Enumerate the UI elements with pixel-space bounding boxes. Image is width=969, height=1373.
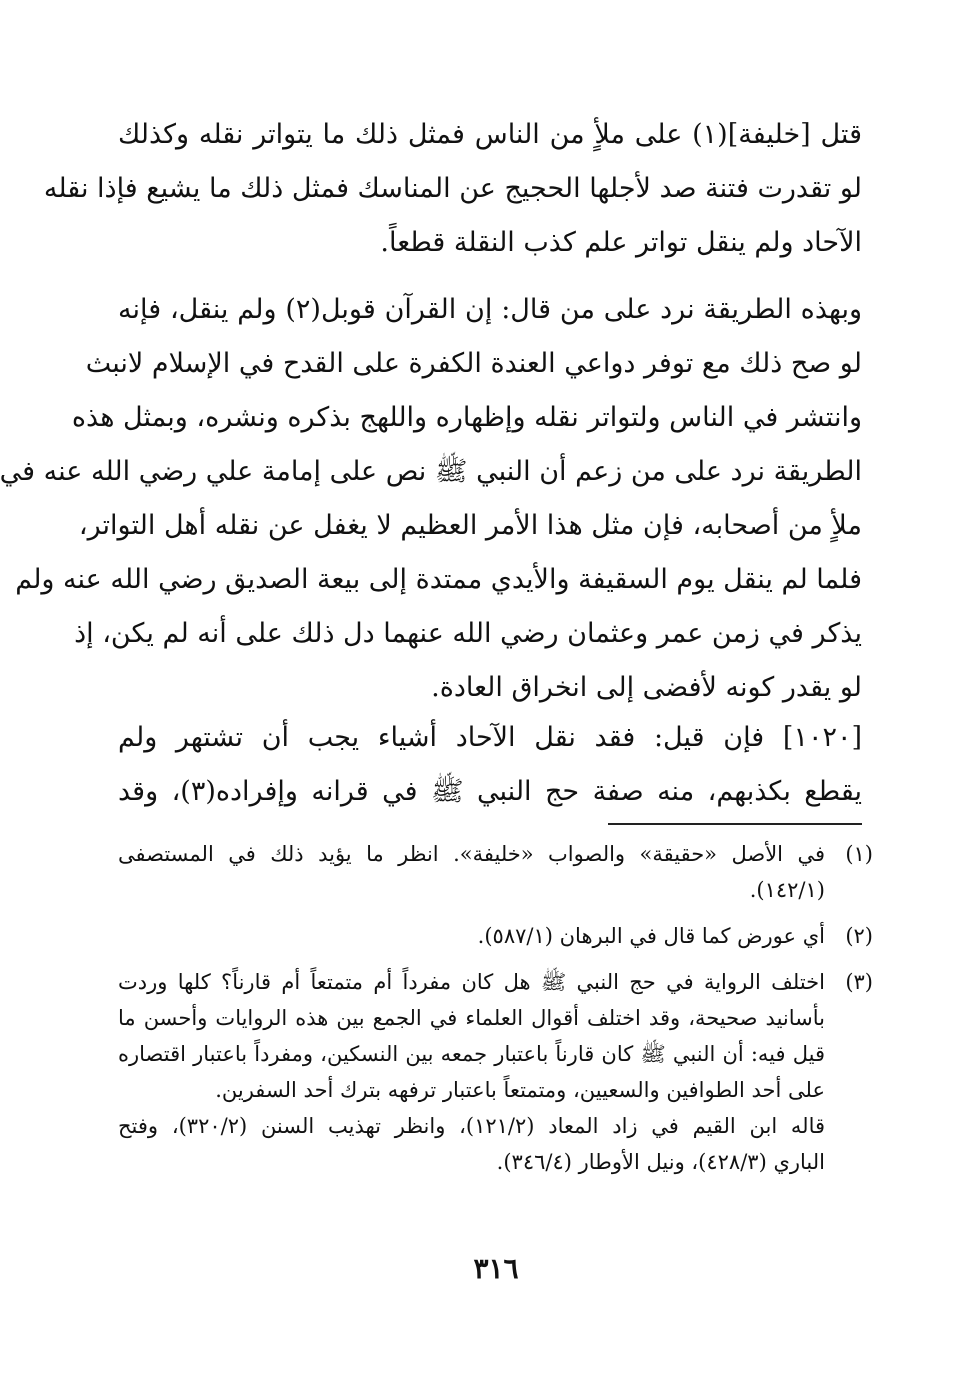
footnote-number: (١) xyxy=(845,842,873,866)
text-line: قتل [خليفة](١) على ملأٍ من الناس فمثل ذلك ما يتواتر نقله وكذلك xyxy=(118,119,862,150)
text-line: ملأٍ من أصحابه، فإن مثل هذا الأمر العظيم لا يغفل عن نقله أهل التواتر، xyxy=(78,510,862,541)
footnote-line: قيل فيه: أن النبي ﷺ كان قارناً باعتبار جمعه بين النسكين، ومفرداً باعتبار اقتصاره xyxy=(118,1042,825,1066)
paragraph-1 xyxy=(43,108,862,270)
footnote-line: أي عورض كما قال في البرهان (٥٨٧/١). xyxy=(477,924,825,948)
footnote-line: (١٤٢/١). xyxy=(749,878,825,902)
footnote-separator xyxy=(608,823,862,825)
footnote-2 xyxy=(118,918,873,954)
footnote-line: الباري (٤٢٨/٣)، ونيل الأوطار (٣٤٦/٤). xyxy=(496,1150,825,1174)
text-line: الطريقة نرد على من زعم أن النبي ﷺ نص على إمامة علي رضي الله عنه في xyxy=(0,456,862,487)
text-line: [١٠٢٠] فإن قيل: فقد نقل الآحاد أشياء يجب أن تشتهر ولم xyxy=(118,722,862,753)
text-line: وبهذه الطريقة نرد على من قال: إن القرآن قوبل(٢) ولم ينقل، فإنه xyxy=(118,294,862,325)
footnote-number: (٣) xyxy=(845,970,873,994)
footnote-line: على أحد الطوافين والسعيين، ومتمتعاً باعتبار ترفهه بترك أحد السفرين. xyxy=(215,1078,825,1102)
text-line: وانتشر في الناس ولتواتر نقله وإظهاره واللهج بذكره ونشره، وبمثل هذه xyxy=(71,402,862,433)
text-line: يقطع بكذبهم، منه صفة حج النبي ﷺ في قرانه وإفراده(٣)، وقد xyxy=(118,776,863,807)
footnotes xyxy=(118,836,873,1190)
footnote-line: بأسانيد صحيحة، وقد اختلف أقوال العلماء في الجمع بين هذه الروايات وأحسن ما xyxy=(118,1006,825,1030)
footnote-line: قاله ابن القيم في زاد المعاد (١٢١/٢)، وانظر تهذيب السنن (٣٢٠/٢)، وفتح xyxy=(118,1114,826,1138)
text-line: لو يقدر كونه لأفضى إلى انخراق العادة. xyxy=(431,672,862,703)
text-line: لو تقدرت فتنة صد لأجلها الحجيج عن المناسك فمثل ذلك ما يشيع فإذا نقله xyxy=(43,173,862,204)
footnote-number: (٢) xyxy=(845,924,873,948)
paragraph-2 xyxy=(0,283,862,715)
text-line: يذكر في زمن عمر وعثمان رضي الله عنهما دل ذلك على أنه لم يكن، إذ xyxy=(74,618,862,649)
footnote-1 xyxy=(118,836,873,908)
text-line: الآحاد ولم ينقل تواتر علم كذب النقلة قطعاً. xyxy=(380,227,862,258)
footnote-3 xyxy=(118,964,873,1180)
text-line: فلما لم ينقل يوم السقيفة والأيدي ممتدة إلى بيعة الصديق رضي الله عنه ولم xyxy=(15,564,862,595)
paragraph-3 xyxy=(118,711,862,819)
footnote-line: اختلف الرواية في حج النبي ﷺ هل كان مفرداً أم متمتعاً أم قارناً؟ كلها وردت xyxy=(118,970,825,994)
footnote-line: في الأصل «حقيقة» والصواب «خليفة». انظر ما يؤيد ذلك في المستصفى xyxy=(118,842,825,866)
text-line: لو صح ذلك مع توفر دواعي العندة الكفرة على القدح في الإسلام لانبث xyxy=(85,348,862,379)
page-number: ٣١٦ xyxy=(473,1252,519,1285)
